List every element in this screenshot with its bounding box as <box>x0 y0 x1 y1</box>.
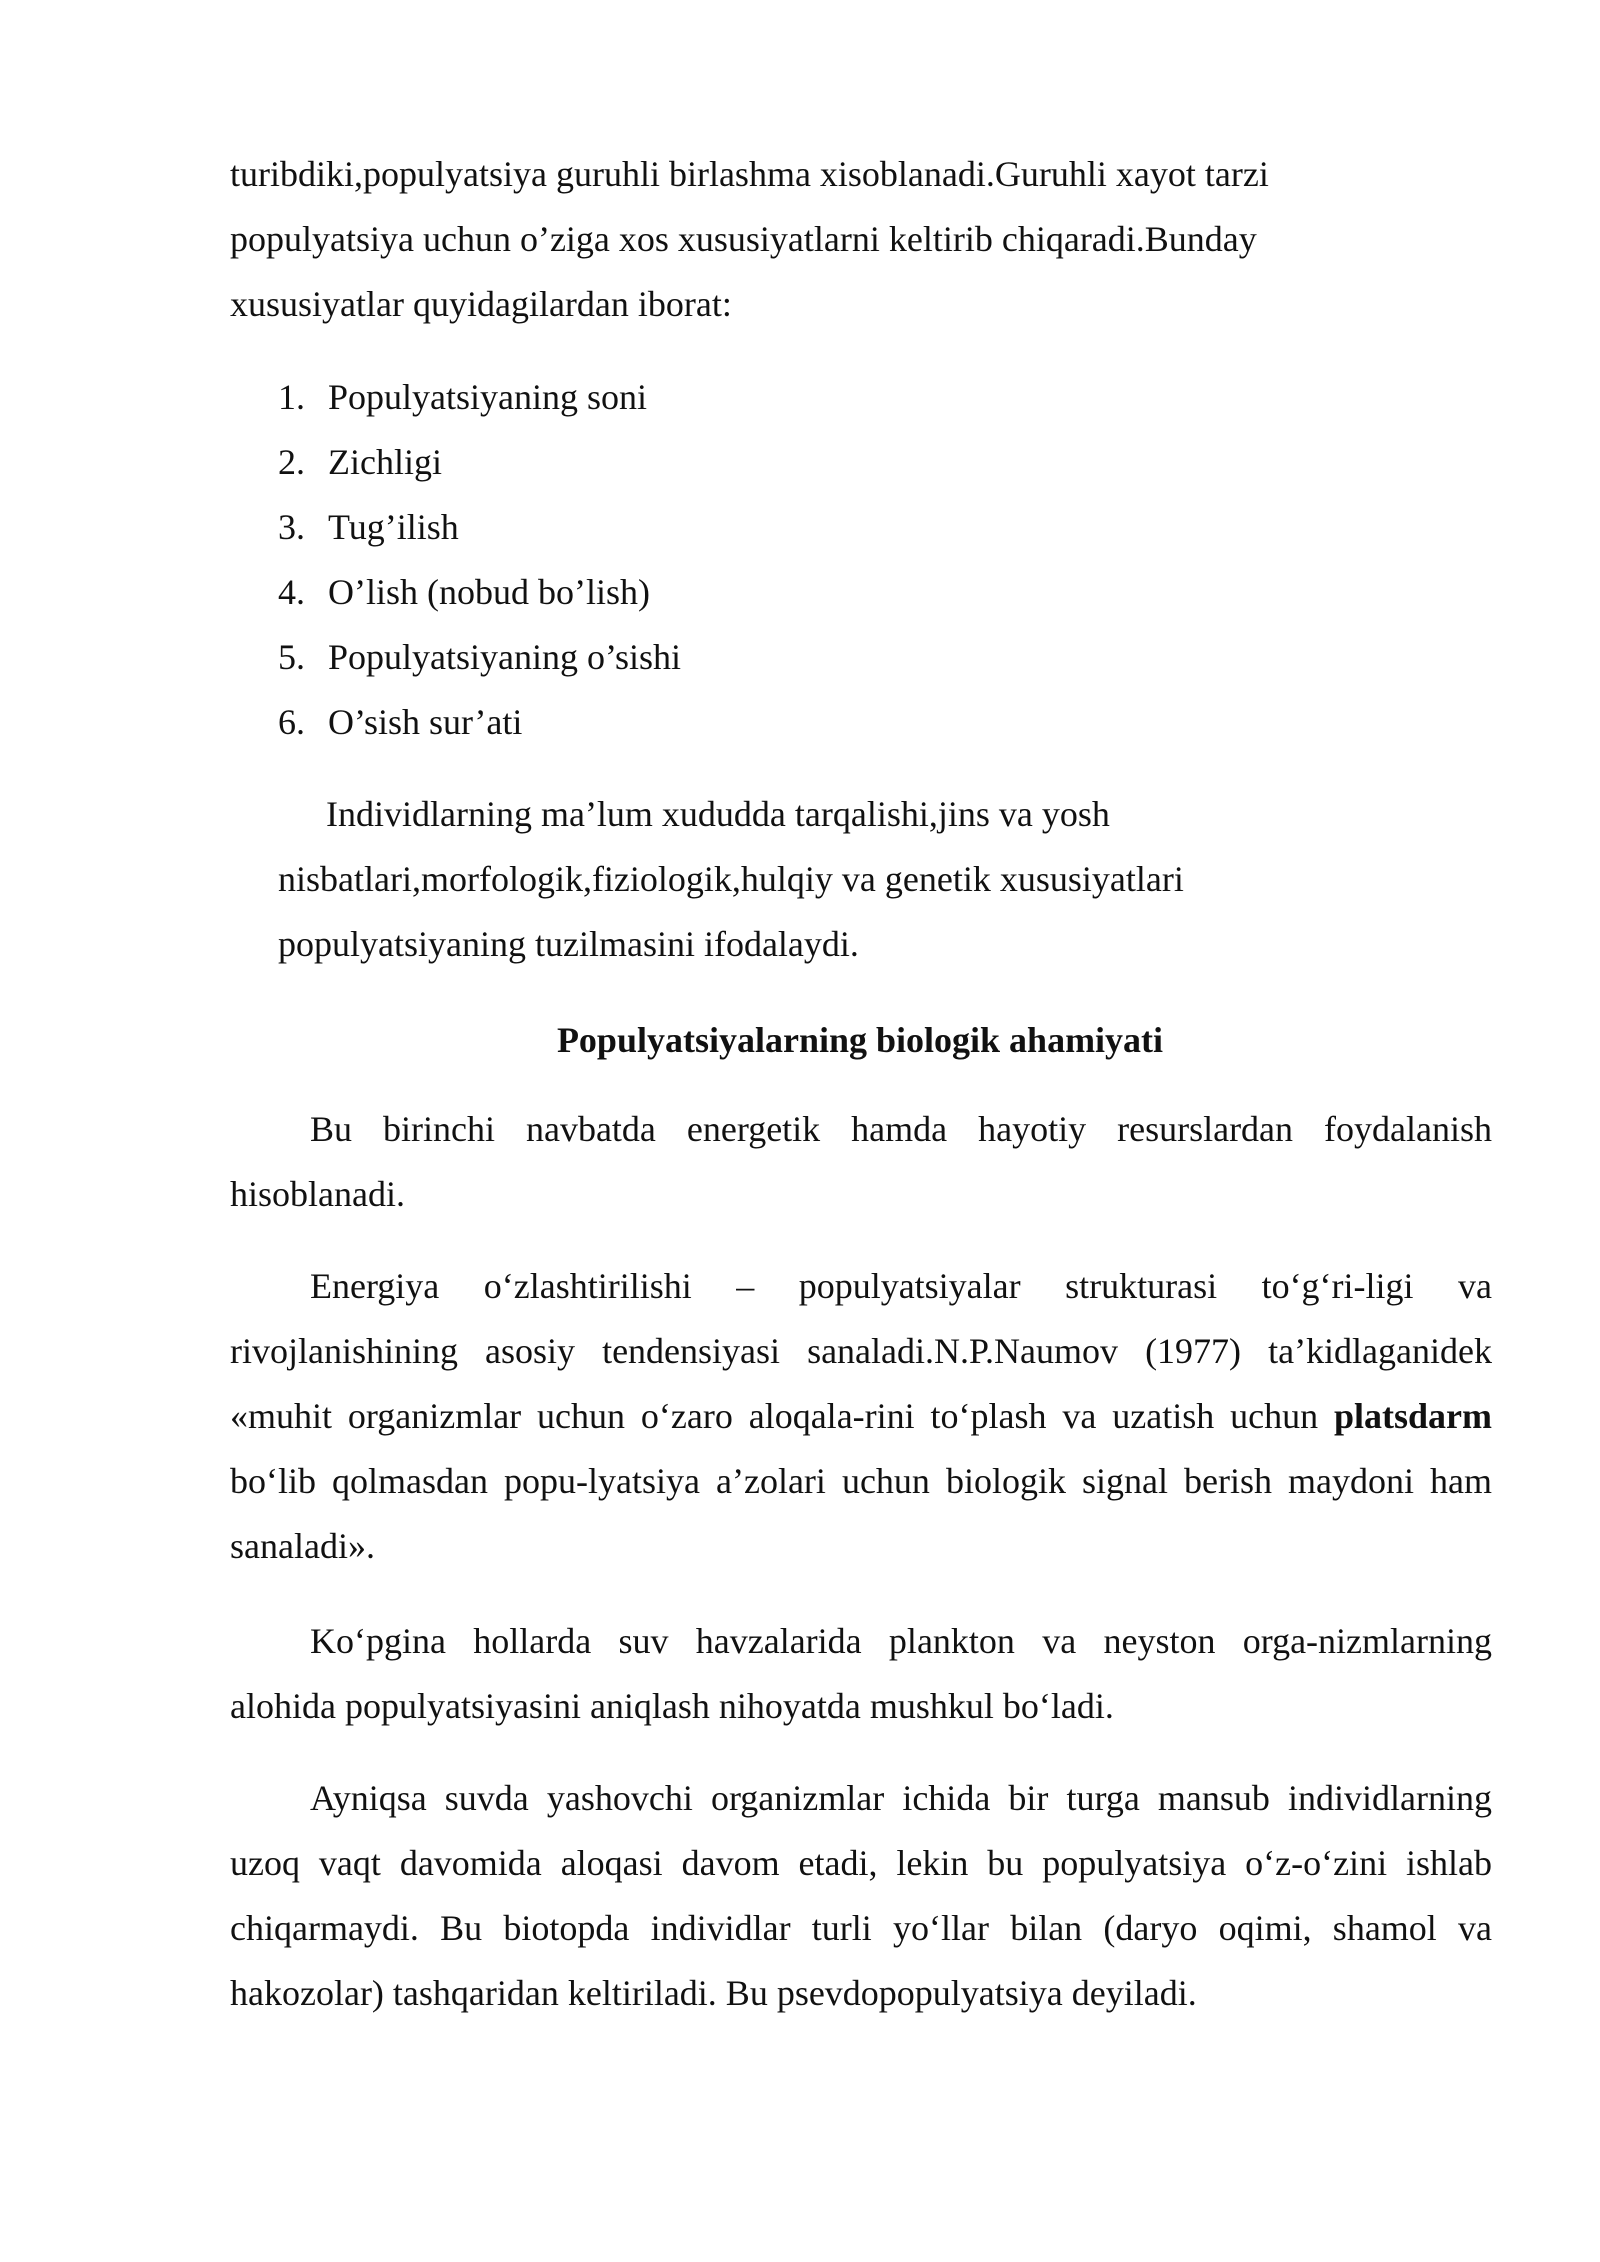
properties-list <box>278 365 681 755</box>
list-number: 1. <box>278 377 305 417</box>
list-text: Populyatsiyaning o’sishi <box>328 637 682 677</box>
intro-line: xususiyatlar quyidagilardan iborat: <box>230 284 732 324</box>
paragraph-plankton <box>230 1609 1492 1739</box>
structure-line: populyatsiyaning tuzilmasini ifodalaydi. <box>278 924 859 964</box>
structure-line: nisbatlari,morfologik,fiziologik,hulqiy va genetik xususiyatlari <box>278 859 1184 899</box>
paragraph-resources <box>230 1097 1492 1227</box>
paragraph-energy <box>230 1254 1492 1579</box>
paragraph-line: Ayniqsa suvda yashovchi organizmlar ichida bir turga mansub individlarning <box>310 1778 1492 1818</box>
paragraph-pseudopopulation <box>230 1766 1492 2026</box>
paragraph-line: Energiya o‘zlashtirilishi – populyatsiyalar strukturasi to‘g‘ri-ligi va <box>310 1266 1492 1306</box>
list-item <box>278 625 681 690</box>
paragraph-text: «muhit organizmlar uchun o‘zaro aloqala-rini to‘plash va uzatish uchun <box>230 1396 1319 1436</box>
paragraph-line: Bu birinchi navbatda energetik hamda hayotiy resurslardan foydalanish <box>310 1109 1492 1149</box>
paragraph-line: sanaladi». <box>230 1526 375 1566</box>
intro-line: turibdiki,populyatsiya guruhli birlashma xisoblanadi.Guruhli xayot tarzi <box>230 154 1269 194</box>
paragraph-line: hisoblanadi. <box>230 1174 405 1214</box>
list-text: Zichligi <box>328 442 442 482</box>
list-number: 3. <box>278 507 305 547</box>
list-item <box>278 430 681 495</box>
list-number: 6. <box>278 702 305 742</box>
paragraph-line: Ko‘pgina hollarda suv havzalarida plankton va neyston orga-nizmlarning <box>310 1621 1492 1661</box>
list-item <box>278 365 681 430</box>
list-text: Tug’ilish <box>328 507 459 547</box>
list-number: 5. <box>278 637 305 677</box>
bold-term: platsdarm <box>1334 1396 1493 1436</box>
paragraph-line: bo‘lib qolmasdan popu-lyatsiya a’zolari uchun biologik signal berish maydoni ham <box>230 1461 1492 1501</box>
list-text: O’lish (nobud bo’lish) <box>328 572 650 612</box>
paragraph-line <box>230 1384 1492 1449</box>
list-number: 4. <box>278 572 305 612</box>
paragraph-line: chiqarmaydi. Bu biotopda individlar turli yo‘llar bilan (daryo oqimi, shamol va <box>230 1908 1492 1948</box>
list-text: O’sish sur’ati <box>328 702 523 742</box>
list-item <box>278 690 681 755</box>
paragraph-line: rivojlanishining asosiy tendensiyasi sanaladi.N.P.Naumov (1977) ta’kidlaganidek <box>230 1331 1492 1371</box>
section-heading: Populyatsiyalarning biologik ahamiyati <box>556 1020 1164 1060</box>
paragraph-line: alohida populyatsiyasini aniqlash nihoyatda mushkul bo‘ladi. <box>230 1686 1114 1726</box>
list-item <box>278 560 681 625</box>
list-text: Populyatsiyaning soni <box>328 377 648 417</box>
structure-paragraph <box>278 782 1184 977</box>
intro-paragraph <box>230 142 1492 337</box>
list-item <box>278 495 681 560</box>
structure-line: Individlarning ma’lum xududda tarqalishi,jins va yosh <box>326 794 1110 834</box>
intro-line: populyatsiya uchun o’ziga xos xususiyatlarni keltirib chiqaradi.Bunday <box>230 219 1257 259</box>
list-number: 2. <box>278 442 305 482</box>
paragraph-line: hakozolar) tashqaridan keltiriladi. Bu psevdopopulyatsiya deyiladi. <box>230 1973 1197 2013</box>
paragraph-line: uzoq vaqt davomida aloqasi davom etadi, lekin bu populyatsiya o‘z-o‘zini ishlab <box>230 1843 1492 1883</box>
